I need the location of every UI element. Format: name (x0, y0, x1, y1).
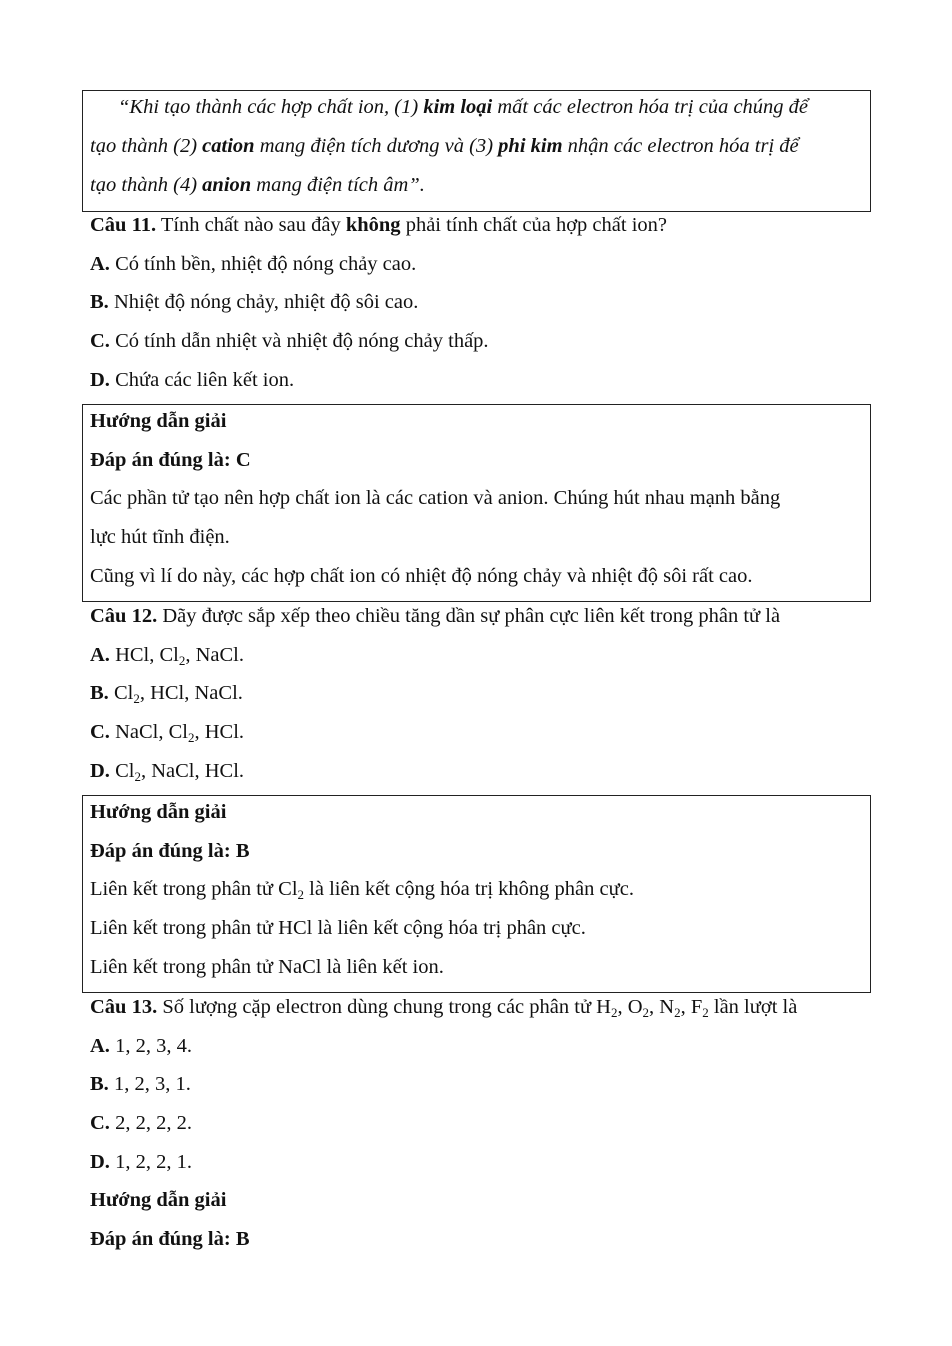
option-text: 1, 2, 2, 1. (109, 1151, 192, 1173)
question-label: Câu 12. (90, 605, 158, 627)
guide-text: Liên kết trong phân tử Cl (90, 878, 298, 900)
guide-paragraph: Cũng vì lí do này, các hợp chất ion có nhiệt độ nóng chảy và nhiệt độ sôi rất cao. (90, 565, 753, 587)
question-label: Câu 13. (90, 996, 158, 1018)
subscript: 2 (642, 1005, 650, 1020)
quote-line-2 (90, 134, 799, 158)
guide-paragraph (90, 877, 634, 901)
question-text: lần lượt là (708, 996, 798, 1018)
quote-text: “Khi tạo thành các hợp chất ion, (1) (118, 96, 424, 118)
option-text: , HCl. (194, 721, 245, 743)
option-text: Cl (108, 682, 134, 704)
option-d (90, 1150, 192, 1174)
quote-text: tạo thành (2) (90, 135, 203, 157)
option-letter: C. (90, 1112, 110, 1134)
option-letter: B. (90, 682, 109, 704)
subscript: 2 (187, 730, 195, 745)
quote-line-1 (118, 95, 808, 119)
guide-paragraph: Các phần tử tạo nên hợp chất ion là các cation và anion. Chúng hút nhau mạnh bằng (90, 487, 781, 509)
option-b (90, 290, 418, 314)
option-b (90, 681, 243, 705)
option-d (90, 759, 244, 783)
question-text: , N (649, 996, 675, 1018)
quote-keyword: cation (202, 135, 255, 157)
subscript: 2 (134, 769, 141, 784)
subscript: 2 (178, 653, 186, 668)
option-text: Có tính bền, nhiệt độ nóng chảy cao. (109, 253, 417, 275)
quote-line-3 (90, 173, 425, 197)
option-text: , NaCl, HCl. (140, 760, 245, 782)
guide-paragraph: Liên kết trong phân tử HCl là liên kết cộng hóa trị phân cực. (90, 917, 586, 939)
option-text: NaCl, Cl (109, 721, 188, 743)
option-text: 1, 2, 3, 1. (108, 1073, 191, 1095)
question-text: Số lượng cặp electron dùng chung trong các phân tử H (157, 996, 611, 1018)
quote-keyword: anion (202, 174, 252, 196)
guide-title-text: Hướng dẫn giải (90, 410, 227, 432)
option-text: , NaCl. (185, 644, 245, 666)
option-d (90, 368, 294, 392)
option-text: , HCl, NaCl. (139, 682, 243, 704)
question-11 (90, 213, 667, 237)
option-text: Có tính dẫn nhiệt và nhiệt độ nóng chảy thấp. (109, 330, 489, 352)
option-c (90, 720, 244, 744)
option-a (90, 643, 244, 667)
question-text: , F (680, 996, 703, 1018)
option-c (90, 329, 489, 353)
subscript: 2 (297, 887, 305, 902)
option-text: HCl, Cl (109, 644, 179, 666)
subscript: 2 (702, 1005, 709, 1020)
option-text: Chứa các liên kết ion. (109, 369, 295, 391)
quote-text: mất các electron hóa trị của chúng để (492, 96, 809, 118)
quote-text: nhận các electron hóa trị để (562, 135, 799, 157)
guide-title-text: Hướng dẫn giải (90, 1189, 227, 1211)
question-text: Tính chất nào sau đây (156, 214, 346, 236)
option-text: Nhiệt độ nóng chảy, nhiệt độ sôi cao. (108, 291, 419, 313)
quote-keyword: kim loại (423, 96, 493, 118)
option-letter: D. (90, 369, 110, 391)
option-a (90, 252, 416, 276)
option-c (90, 1111, 192, 1135)
question-text: , O (617, 996, 643, 1018)
subscript: 2 (133, 691, 140, 706)
option-letter: D. (90, 760, 110, 782)
guide-answer-text: Đáp án đúng là: B (90, 1228, 250, 1250)
option-letter: D. (90, 1151, 110, 1173)
question-12 (90, 604, 780, 628)
subscript: 2 (610, 1005, 618, 1020)
option-b (90, 1072, 191, 1096)
option-letter: A. (90, 1035, 110, 1057)
quote-keyword: phi kim (498, 135, 563, 157)
guide-answer-text: Đáp án đúng là: C (90, 449, 251, 471)
option-letter: B. (90, 1073, 109, 1095)
question-emphasis: không (345, 214, 401, 236)
option-a (90, 1034, 192, 1058)
option-text: 1, 2, 3, 4. (109, 1035, 192, 1057)
option-letter: A. (90, 253, 110, 275)
subscript: 2 (674, 1005, 681, 1020)
guide-text: là liên kết cộng hóa trị không phân cực. (304, 878, 634, 900)
guide-answer (90, 448, 251, 472)
option-letter: A. (90, 644, 110, 666)
option-text: 2, 2, 2, 2. (109, 1112, 192, 1134)
guide-title (90, 1188, 226, 1212)
option-letter: C. (90, 330, 110, 352)
question-text: phải tính chất của hợp chất ion? (400, 214, 667, 236)
quote-text: tạo thành (4) (90, 174, 203, 196)
quote-text: mang điện tích dương và (3) (254, 135, 499, 157)
guide-answer-text: Đáp án đúng là: B (90, 840, 250, 862)
option-text: Cl (109, 760, 135, 782)
guide-answer (90, 1227, 250, 1251)
option-letter: B. (90, 291, 109, 313)
guide-paragraph: Liên kết trong phân tử NaCl là liên kết ion. (90, 956, 444, 978)
guide-answer (90, 839, 250, 863)
question-13 (90, 995, 797, 1019)
guide-title (90, 800, 226, 824)
question-text: Dãy được sắp xếp theo chiều tăng dần sự phân cực liên kết trong phân tử là (157, 605, 781, 627)
guide-title-text: Hướng dẫn giải (90, 801, 227, 823)
quote-text: mang điện tích âm”. (251, 174, 425, 196)
guide-paragraph: lực hút tĩnh điện. (90, 526, 230, 548)
question-label: Câu 11. (90, 214, 157, 236)
option-letter: C. (90, 721, 110, 743)
guide-title (90, 409, 226, 433)
